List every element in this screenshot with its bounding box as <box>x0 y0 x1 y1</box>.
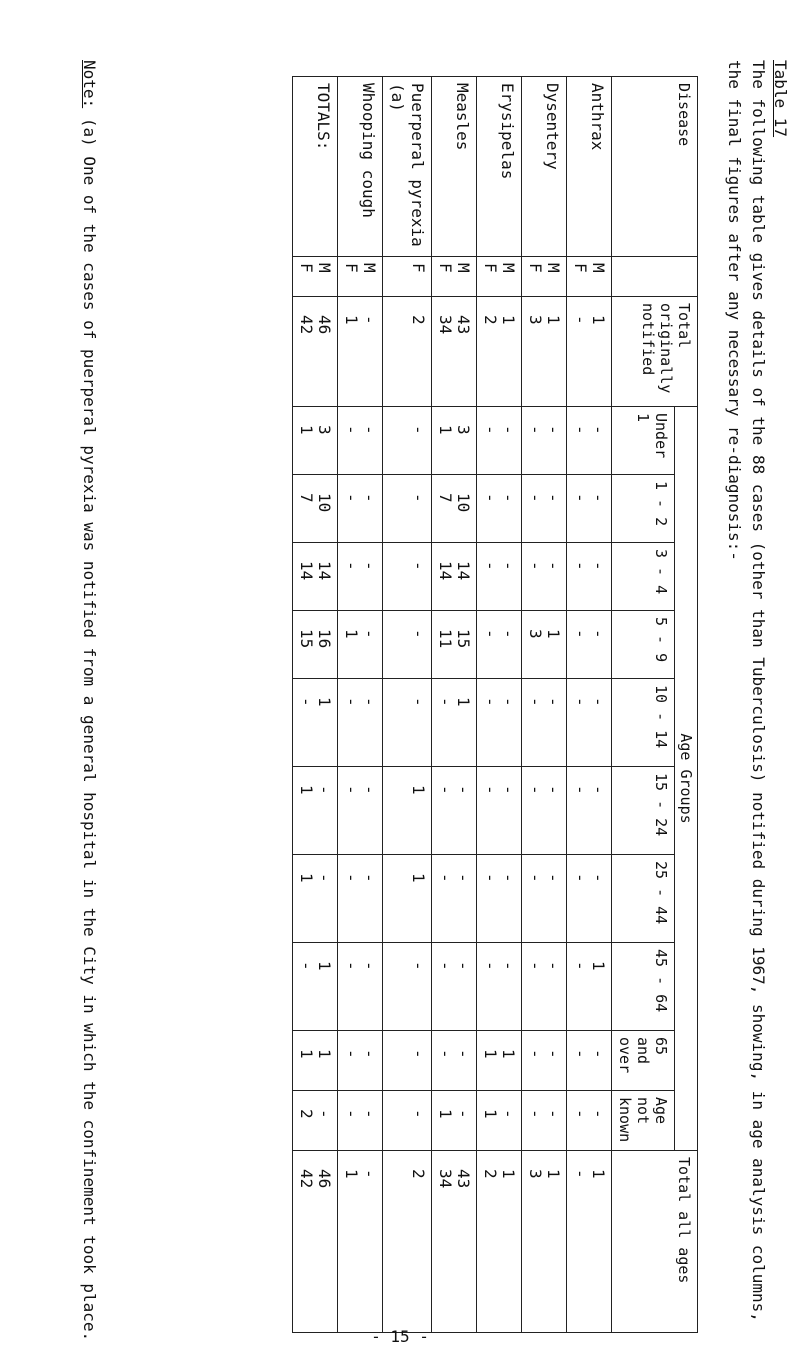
cell-value: M <box>315 263 334 273</box>
cell-value: 1 <box>499 1169 518 1179</box>
cell-value: M <box>499 263 518 273</box>
age-cell-1 <box>293 475 338 543</box>
cell-value: - <box>526 561 545 571</box>
cell-value: - <box>481 493 500 503</box>
cell-value: 10 <box>454 493 473 513</box>
cell-value: - <box>436 961 455 971</box>
age-cell-5 <box>432 767 477 855</box>
age-cell-8 <box>477 1031 522 1091</box>
sex-cell <box>567 257 612 297</box>
cell-value: - <box>571 785 590 795</box>
cell-value: 1 <box>481 1049 500 1059</box>
cell-value: F <box>526 263 545 273</box>
cell-value: - <box>481 961 500 971</box>
cell-value: - <box>589 1049 608 1059</box>
cell-value: 1 <box>315 961 334 971</box>
cell-value: - <box>544 561 563 571</box>
age-cell-2 <box>477 543 522 611</box>
cell-value: - <box>454 785 473 795</box>
age-cell-2 <box>567 543 612 611</box>
total-all-ages-cell <box>567 1151 612 1333</box>
cell-value: - <box>481 425 500 435</box>
cell-value: F <box>297 263 316 273</box>
cell-value: 3 <box>526 629 545 639</box>
age-cell-3 <box>567 611 612 679</box>
disease-name: Erysipelas <box>477 77 522 257</box>
disease-name: TOTALS: <box>293 77 338 257</box>
cell-value: - <box>589 629 608 639</box>
cell-value: F <box>571 263 590 273</box>
cell-value: 46 <box>315 1169 334 1189</box>
age-cell-8 <box>567 1031 612 1091</box>
disease-name: Puerperal pyrexia (a) <box>383 77 432 257</box>
age-cell-1 <box>383 475 432 543</box>
age-cell-2 <box>383 543 432 611</box>
header-age-3: 5 - 9 <box>612 611 675 679</box>
cell-value: 1 <box>342 1169 361 1179</box>
age-cell-5 <box>338 767 383 855</box>
cell-value: 1 <box>409 785 428 795</box>
age-cell-1 <box>338 475 383 543</box>
cell-value: 1 <box>315 1049 334 1059</box>
age-cell-6 <box>477 855 522 943</box>
cell-value: - <box>526 1049 545 1059</box>
cell-value: - <box>544 493 563 503</box>
total-notified-cell <box>477 297 522 407</box>
cell-value: - <box>360 1169 379 1179</box>
cell-value: 15 <box>454 629 473 649</box>
cell-value: - <box>454 873 473 883</box>
cell-value: - <box>544 961 563 971</box>
age-cell-7 <box>338 943 383 1031</box>
cell-value: - <box>526 697 545 707</box>
table-row <box>522 77 567 1333</box>
total-notified-cell <box>567 297 612 407</box>
age-cell-2 <box>338 543 383 611</box>
cell-value: - <box>342 1049 361 1059</box>
cell-value: - <box>360 425 379 435</box>
note-label: Note: <box>80 60 99 109</box>
cell-value: - <box>499 961 518 971</box>
cell-value: F <box>342 263 361 273</box>
cell-value: - <box>499 873 518 883</box>
age-cell-8 <box>293 1031 338 1091</box>
cell-value: - <box>571 425 590 435</box>
rotated-page <box>50 60 790 1350</box>
age-cell-2 <box>522 543 567 611</box>
header-age-7: 45 - 64 <box>612 943 675 1031</box>
cell-value: - <box>360 493 379 503</box>
cell-value: 15 <box>297 629 316 649</box>
cases-table <box>292 76 698 1333</box>
total-all-ages-cell <box>383 1151 432 1333</box>
cell-value: - <box>360 961 379 971</box>
cell-value: - <box>360 1049 379 1059</box>
cell-value: - <box>360 561 379 571</box>
header-age-groups: Age Groups <box>675 407 698 1151</box>
age-cell-4 <box>477 679 522 767</box>
age-cell-0 <box>567 407 612 475</box>
cell-value: - <box>571 493 590 503</box>
age-cell-0 <box>383 407 432 475</box>
age-cell-0 <box>477 407 522 475</box>
cell-value: - <box>499 425 518 435</box>
cell-value: - <box>571 561 590 571</box>
age-cell-6 <box>383 855 432 943</box>
age-cell-3 <box>293 611 338 679</box>
table-row <box>338 77 383 1333</box>
cell-value: 1 <box>544 629 563 639</box>
cell-value: - <box>297 961 316 971</box>
cell-value: 1 <box>589 1169 608 1179</box>
total-notified-cell <box>293 297 338 407</box>
cell-value: - <box>589 785 608 795</box>
age-cell-2 <box>432 543 477 611</box>
table-row <box>477 77 522 1333</box>
cell-value: - <box>571 873 590 883</box>
sex-cell <box>293 257 338 297</box>
age-cell-7 <box>383 943 432 1031</box>
cell-value: 43 <box>454 315 473 335</box>
header-age-1: 1 - 2 <box>612 475 675 543</box>
cell-value: 7 <box>297 493 316 503</box>
sex-cell <box>432 257 477 297</box>
cell-value: - <box>526 1109 545 1119</box>
age-cell-7 <box>293 943 338 1031</box>
disease-name: Anthrax <box>567 77 612 257</box>
cell-value: - <box>360 697 379 707</box>
age-cell-5 <box>567 767 612 855</box>
cell-value: - <box>526 873 545 883</box>
cell-value: - <box>315 785 334 795</box>
cell-value: - <box>589 561 608 571</box>
cell-value: - <box>571 1169 590 1179</box>
header-age-2: 3 - 4 <box>612 543 675 611</box>
cell-value: 2 <box>409 315 428 325</box>
cell-value: 7 <box>436 493 455 503</box>
age-cell-0 <box>338 407 383 475</box>
cell-value: 1 <box>589 315 608 325</box>
cell-value: 1 <box>454 697 473 707</box>
cell-value: 14 <box>315 561 334 581</box>
cell-value: M <box>360 263 379 273</box>
cell-value: - <box>499 561 518 571</box>
age-cell-7 <box>432 943 477 1031</box>
cell-value: - <box>571 697 590 707</box>
cell-value: - <box>544 1049 563 1059</box>
table-row <box>567 77 612 1333</box>
cell-value: 42 <box>297 315 316 335</box>
cell-value: 14 <box>454 561 473 581</box>
cell-value: - <box>499 785 518 795</box>
header-age-4: 10 - 14 <box>612 679 675 767</box>
cell-value: 11 <box>436 629 455 649</box>
sex-cell <box>338 257 383 297</box>
cell-value: - <box>342 785 361 795</box>
table-row <box>293 77 338 1333</box>
cell-value: - <box>454 1109 473 1119</box>
cell-value: 1 <box>436 425 455 435</box>
cell-value: - <box>544 785 563 795</box>
cell-value: F <box>481 263 500 273</box>
cell-value: - <box>360 785 379 795</box>
note-text: (a) One of the cases of puerperal pyrexia was notified from a general hospital in the City in which the confinement took place. <box>80 117 99 1342</box>
header-age-0: Under 1 <box>612 407 675 475</box>
cell-value: 42 <box>297 1169 316 1189</box>
cell-value: - <box>589 873 608 883</box>
age-cell-5 <box>293 767 338 855</box>
cell-value: - <box>360 629 379 639</box>
age-cell-8 <box>338 1031 383 1091</box>
cell-value: - <box>589 697 608 707</box>
cell-value: 43 <box>454 1169 473 1189</box>
cell-value: F <box>436 263 455 273</box>
age-cell-7 <box>477 943 522 1031</box>
cell-value: - <box>315 873 334 883</box>
age-cell-5 <box>477 767 522 855</box>
cell-value: - <box>481 561 500 571</box>
age-cell-4 <box>293 679 338 767</box>
disease-name: Dysentery <box>522 77 567 257</box>
table-row <box>383 77 432 1333</box>
cell-value: - <box>526 425 545 435</box>
total-all-ages-cell <box>338 1151 383 1333</box>
age-cell-9 <box>567 1091 612 1151</box>
cell-value: - <box>589 425 608 435</box>
age-cell-9 <box>293 1091 338 1151</box>
cell-value: - <box>409 1109 428 1119</box>
cell-value: 1 <box>342 315 361 325</box>
cell-value: - <box>342 873 361 883</box>
cell-value: - <box>342 1109 361 1119</box>
table-body <box>293 77 612 1333</box>
cell-value: - <box>481 629 500 639</box>
age-cell-0 <box>432 407 477 475</box>
cell-value: M <box>589 263 608 273</box>
cell-value: - <box>409 1049 428 1059</box>
cell-value: - <box>436 1049 455 1059</box>
cell-value: - <box>360 1109 379 1119</box>
cell-value: 1 <box>297 785 316 795</box>
age-cell-3 <box>432 611 477 679</box>
cell-value: - <box>544 873 563 883</box>
cell-value: - <box>526 961 545 971</box>
cell-value: - <box>571 961 590 971</box>
cell-value: - <box>342 493 361 503</box>
age-cell-5 <box>522 767 567 855</box>
cell-value: 1 <box>436 1109 455 1119</box>
cell-value: - <box>360 873 379 883</box>
age-cell-1 <box>522 475 567 543</box>
age-cell-1 <box>477 475 522 543</box>
disease-name: Measles <box>432 77 477 257</box>
total-notified-cell <box>522 297 567 407</box>
cell-value: - <box>571 629 590 639</box>
cell-value: F <box>409 263 428 273</box>
cell-value: 1 <box>315 697 334 707</box>
age-cell-1 <box>567 475 612 543</box>
cell-value: - <box>571 1109 590 1119</box>
cell-value: - <box>571 315 590 325</box>
cell-value: 2 <box>409 1169 428 1179</box>
cell-value: - <box>409 425 428 435</box>
cell-value: 14 <box>297 561 316 581</box>
cell-value: 3 <box>454 425 473 435</box>
header-sex <box>612 257 698 297</box>
age-cell-6 <box>293 855 338 943</box>
age-cell-1 <box>432 475 477 543</box>
age-cell-2 <box>293 543 338 611</box>
cell-value: - <box>409 493 428 503</box>
cell-value: - <box>544 697 563 707</box>
table-row <box>432 77 477 1333</box>
page-number: - 15 - <box>371 1327 429 1346</box>
cell-value: 1 <box>409 873 428 883</box>
cell-value: - <box>499 493 518 503</box>
disease-name: Whooping cough <box>338 77 383 257</box>
header-disease: Disease <box>612 77 698 257</box>
cell-value: - <box>315 1109 334 1119</box>
age-cell-3 <box>383 611 432 679</box>
cell-value: - <box>409 697 428 707</box>
cell-value: 1 <box>589 961 608 971</box>
cell-value: - <box>342 561 361 571</box>
cell-value: 1 <box>544 1169 563 1179</box>
sex-cell <box>477 257 522 297</box>
cell-value: 14 <box>436 561 455 581</box>
cell-value: 34 <box>436 315 455 335</box>
cell-value: - <box>342 425 361 435</box>
cell-value: - <box>409 561 428 571</box>
cell-value: - <box>571 1049 590 1059</box>
cell-value: 16 <box>315 629 334 649</box>
cell-value: - <box>481 785 500 795</box>
cell-value: - <box>454 1049 473 1059</box>
cell-value: 3 <box>526 1169 545 1179</box>
cell-value: - <box>544 1109 563 1119</box>
age-cell-9 <box>383 1091 432 1151</box>
cell-value: - <box>342 961 361 971</box>
cell-value: - <box>499 697 518 707</box>
age-cell-4 <box>567 679 612 767</box>
intro-text: The following table gives details of the 88 cases (other than Tuberculosis) notified during 1967, showing, in age analysis columns, the final figures after any necessary re-diagnosis:- <box>725 60 768 1322</box>
sex-cell <box>383 257 432 297</box>
cell-value: 2 <box>297 1109 316 1119</box>
cell-value: 2 <box>481 315 500 325</box>
cell-value: - <box>526 785 545 795</box>
cell-value: - <box>544 425 563 435</box>
total-notified-cell <box>383 297 432 407</box>
cell-value: 1 <box>481 1109 500 1119</box>
cell-value: - <box>436 697 455 707</box>
cell-value: 3 <box>315 425 334 435</box>
age-cell-9 <box>338 1091 383 1151</box>
age-cell-8 <box>522 1031 567 1091</box>
age-cell-8 <box>383 1031 432 1091</box>
cell-value: - <box>454 961 473 971</box>
cell-value: - <box>589 1109 608 1119</box>
age-cell-6 <box>522 855 567 943</box>
cell-value: M <box>544 263 563 273</box>
cell-value: 10 <box>315 493 334 513</box>
total-all-ages-cell <box>477 1151 522 1333</box>
total-notified-cell <box>338 297 383 407</box>
age-cell-0 <box>293 407 338 475</box>
age-cell-0 <box>522 407 567 475</box>
header-age-9: Age not known <box>612 1091 675 1151</box>
age-cell-9 <box>522 1091 567 1151</box>
footnote <box>78 60 100 1350</box>
cell-value: - <box>360 315 379 325</box>
header-age-5: 15 - 24 <box>612 767 675 855</box>
cell-value: - <box>409 629 428 639</box>
cell-value: M <box>454 263 473 273</box>
header-age-8: 65 and over <box>612 1031 675 1091</box>
age-cell-4 <box>522 679 567 767</box>
cell-value: - <box>297 697 316 707</box>
cell-value: - <box>589 493 608 503</box>
age-cell-3 <box>522 611 567 679</box>
cell-value: 46 <box>315 315 334 335</box>
cell-value: - <box>481 697 500 707</box>
age-cell-6 <box>338 855 383 943</box>
cell-value: - <box>409 961 428 971</box>
cell-value: 1 <box>297 873 316 883</box>
cell-value: - <box>481 873 500 883</box>
age-cell-8 <box>432 1031 477 1091</box>
header-total-notified: Total originally notified <box>612 297 698 407</box>
age-cell-3 <box>477 611 522 679</box>
total-all-ages-cell <box>522 1151 567 1333</box>
header-total-all-ages: Total all ages <box>612 1151 698 1333</box>
header-age-6: 25 - 44 <box>612 855 675 943</box>
cell-value: 1 <box>297 1049 316 1059</box>
age-cell-4 <box>432 679 477 767</box>
cell-value: - <box>526 493 545 503</box>
cell-value: 1 <box>499 315 518 325</box>
age-cell-7 <box>567 943 612 1031</box>
age-cell-9 <box>477 1091 522 1151</box>
cell-value: 1 <box>499 1049 518 1059</box>
age-cell-4 <box>383 679 432 767</box>
sex-cell <box>522 257 567 297</box>
cell-value: - <box>342 697 361 707</box>
cell-value: - <box>499 629 518 639</box>
age-cell-7 <box>522 943 567 1031</box>
age-cell-5 <box>383 767 432 855</box>
cell-value: 3 <box>526 315 545 325</box>
total-all-ages-cell <box>432 1151 477 1333</box>
cell-value: 34 <box>436 1169 455 1189</box>
age-cell-6 <box>567 855 612 943</box>
cell-value: - <box>499 1109 518 1119</box>
total-all-ages-cell <box>293 1151 338 1333</box>
table-label: Table 17 <box>771 60 790 138</box>
total-notified-cell <box>432 297 477 407</box>
age-cell-6 <box>432 855 477 943</box>
cell-value: 1 <box>544 315 563 325</box>
cell-value: 1 <box>297 425 316 435</box>
cell-value: 2 <box>481 1169 500 1179</box>
cell-value: - <box>436 785 455 795</box>
cell-value: - <box>436 873 455 883</box>
cell-value: 1 <box>342 629 361 639</box>
age-cell-3 <box>338 611 383 679</box>
age-cell-4 <box>338 679 383 767</box>
age-cell-9 <box>432 1091 477 1151</box>
